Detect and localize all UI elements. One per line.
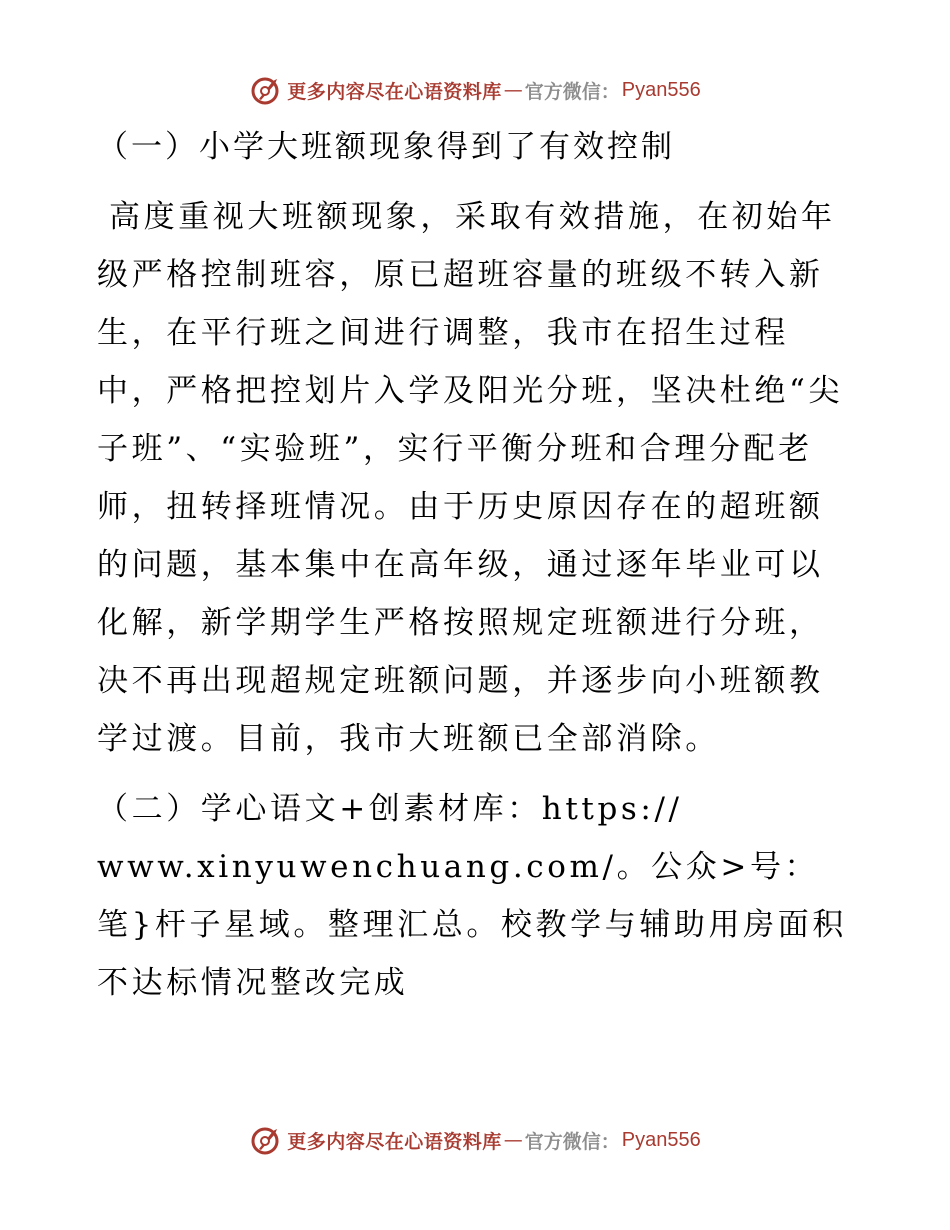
banner-wechat-id: Pyan556 (621, 1128, 701, 1151)
banner-separator: — (503, 79, 523, 101)
banner-title: 更多内容尽在心语资料库 (287, 1130, 502, 1153)
banner-wechat-label: 官方微信： (524, 80, 620, 103)
footer-watermark-banner (0, 1120, 950, 1160)
banner-title: 更多内容尽在心语资料库 (287, 80, 502, 103)
section-two-line1: （二）学心语文+创素材库：https:// (97, 791, 683, 827)
banner-separator: — (503, 1129, 523, 1151)
body-paragraph: 高度重视大班额现象，采取有效措施，在初始年级严格控制班容，原已超班容量的班级不转入新生，在平行班之间进行调整，我市在招生过程中，严格把控划片入学及阳光分班，坚决杜绝“尖子班”、“实验班”，实行平衡分班和合理分配老师，扭转择班情况。由于历史原因存在的超班额的问题，基本集中在高年级，通过逐年毕业可以化解，新学期学生严格按照规定班额进行分班，决不再出现超规定班额问题，并逐步向小班额教学过渡。目前，我市大班额已全部消除。 (97, 199, 844, 757)
section-two-line2: www.xinyuwenchuang.com/。公众>号：笔}杆子星域。整理汇总。校教学与辅助用房面积不达标情况整改完成 (97, 849, 847, 1001)
feather-pen-logo-icon (249, 73, 283, 107)
header-watermark-banner (0, 70, 950, 110)
document-body (97, 118, 857, 1012)
section-two-paragraph (97, 780, 857, 1012)
feather-pen-logo-icon (249, 1123, 283, 1157)
banner-wechat-id: Pyan556 (621, 78, 701, 101)
banner-wechat-label: 官方微信： (524, 1130, 620, 1153)
section-heading: （一）小学大班额现象得到了有效控制 (97, 129, 675, 165)
